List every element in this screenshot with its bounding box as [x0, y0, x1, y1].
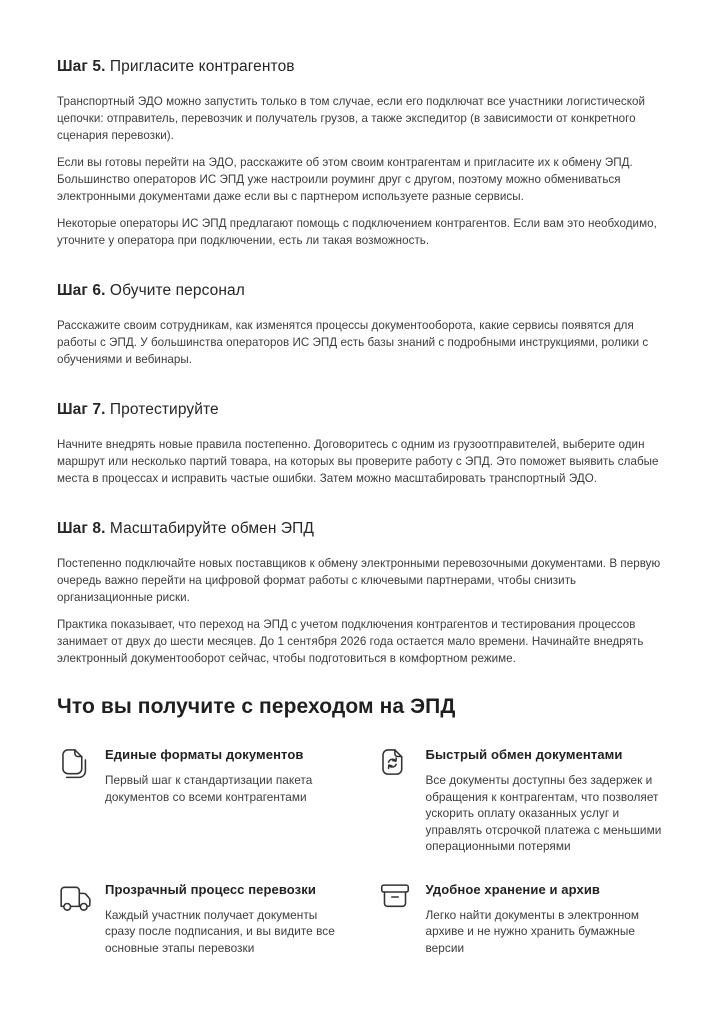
paragraph: Начните внедрять новые правила постепенно. Договоритесь с одним из грузоотправителей, выберите один маршрут или несколько партий товара, на которых вы проверите работу с ЭПД. Это поможет выявить слабые места в процессах и исправить частые ошибки. Затем можно масштабировать транспортный ЭДО. [57, 438, 659, 485]
section-step-5 [57, 57, 668, 249]
benefit-card-text: Все документы доступны без задержек и обращения к контрагентам, что позволяет ускорить оплату оказанных услуг и управлять отсрочкой платежа с меньшими операционными потерями [425, 773, 662, 853]
step-number: Шаг 7. [57, 401, 106, 418]
archive-box-icon [378, 881, 426, 918]
document-sync-icon [378, 746, 426, 789]
paragraph: Практика показывает, что переход на ЭПД с учетом подключения контрагентов и тестирования процессов занимает от двух до шести месяцев. До 1 сентября 2026 года остается мало времени. Начинайте внедрять электронный документооборот сейчас, чтобы подготовиться в комфортном режиме. [57, 618, 644, 665]
step-heading [57, 519, 668, 539]
benefit-card-body [105, 746, 348, 805]
benefit-card-body [426, 881, 669, 957]
benefit-card [378, 881, 669, 957]
step-heading [57, 400, 668, 420]
benefit-card-title: Прозрачный процесс перевозки [105, 881, 316, 897]
step-title: Обучите персонал [109, 282, 245, 299]
benefit-card-body [426, 746, 669, 855]
step-title: Пригласите контрагентов [109, 58, 295, 75]
benefit-card-text: Легко найти документы в электронном архиве и не нужно хранить бумажные версии [425, 907, 640, 955]
paragraph: Если вы готовы перейти на ЭДО, расскажите об этом своим контрагентам и пригласите их к обмену ЭПД. Большинство операторов ИС ЭПД уже настроили роуминг друг с другом, поэтому можно обмениваться электронными документами даже если вы с партнером используете разные сервисы. [57, 156, 633, 203]
documents-icon [57, 746, 105, 789]
paragraph: Транспортный ЭДО можно запустить только в том случае, если его подключат все участники логистической цепочки: отправитель, перевозчик и получатель грузов, а также экспедитор (в зависимости от конкретного сценария перевозки). [57, 95, 645, 142]
benefit-card [57, 881, 348, 957]
step-number: Шаг 5. [57, 58, 106, 75]
benefit-card-text: Первый шаг к стандартизации пакета документов со всеми контрагентами [105, 773, 313, 804]
benefit-card-text: Каждый участник получает документы сразу после подписания, и вы видите все основные этапы перевозки [105, 907, 335, 955]
truck-icon [57, 881, 105, 920]
paragraph: Расскажите своим сотрудникам, как изменятся процессы документооборота, какие сервисы появятся для работы с ЭПД. У большинства операторов ИС ЭПД есть базы знаний с подробными инструкциями, ролики с обучениями и вебинары. [57, 319, 649, 366]
paragraph: Некоторые операторы ИС ЭПД предлагают помощь с подключением контрагентов. Если вам это необходимо, уточните у оператора при подключении, есть ли такая возможность. [57, 217, 657, 247]
benefit-card [378, 746, 669, 855]
step-title: Протестируйте [109, 401, 219, 418]
benefits-heading: Что вы получите с переходом на ЭПД [57, 695, 456, 718]
section-step-8 [57, 519, 668, 667]
benefits-grid [57, 746, 668, 956]
step-heading [57, 281, 668, 301]
section-benefits [57, 693, 668, 956]
step-number: Шаг 8. [57, 520, 106, 537]
step-number: Шаг 6. [57, 282, 106, 299]
benefit-card [57, 746, 348, 855]
benefit-card-body [105, 881, 348, 957]
paragraph: Постепенно подключайте новых поставщиков к обмену электронными перевозочными документами. В первую очередь важно перейти на цифровой формат работы с ключевыми партнерами, чтобы снизить организационные риски. [57, 557, 661, 604]
step-heading [57, 57, 668, 77]
section-step-6 [57, 281, 668, 368]
benefit-card-title: Единые форматы документов [105, 747, 304, 762]
benefit-card-title: Быстрый обмен документами [425, 747, 623, 762]
step-title: Масштабируйте обмен ЭПД [109, 520, 314, 537]
section-step-7 [57, 400, 668, 487]
benefit-card-title: Удобное хранение и архив [425, 881, 601, 897]
